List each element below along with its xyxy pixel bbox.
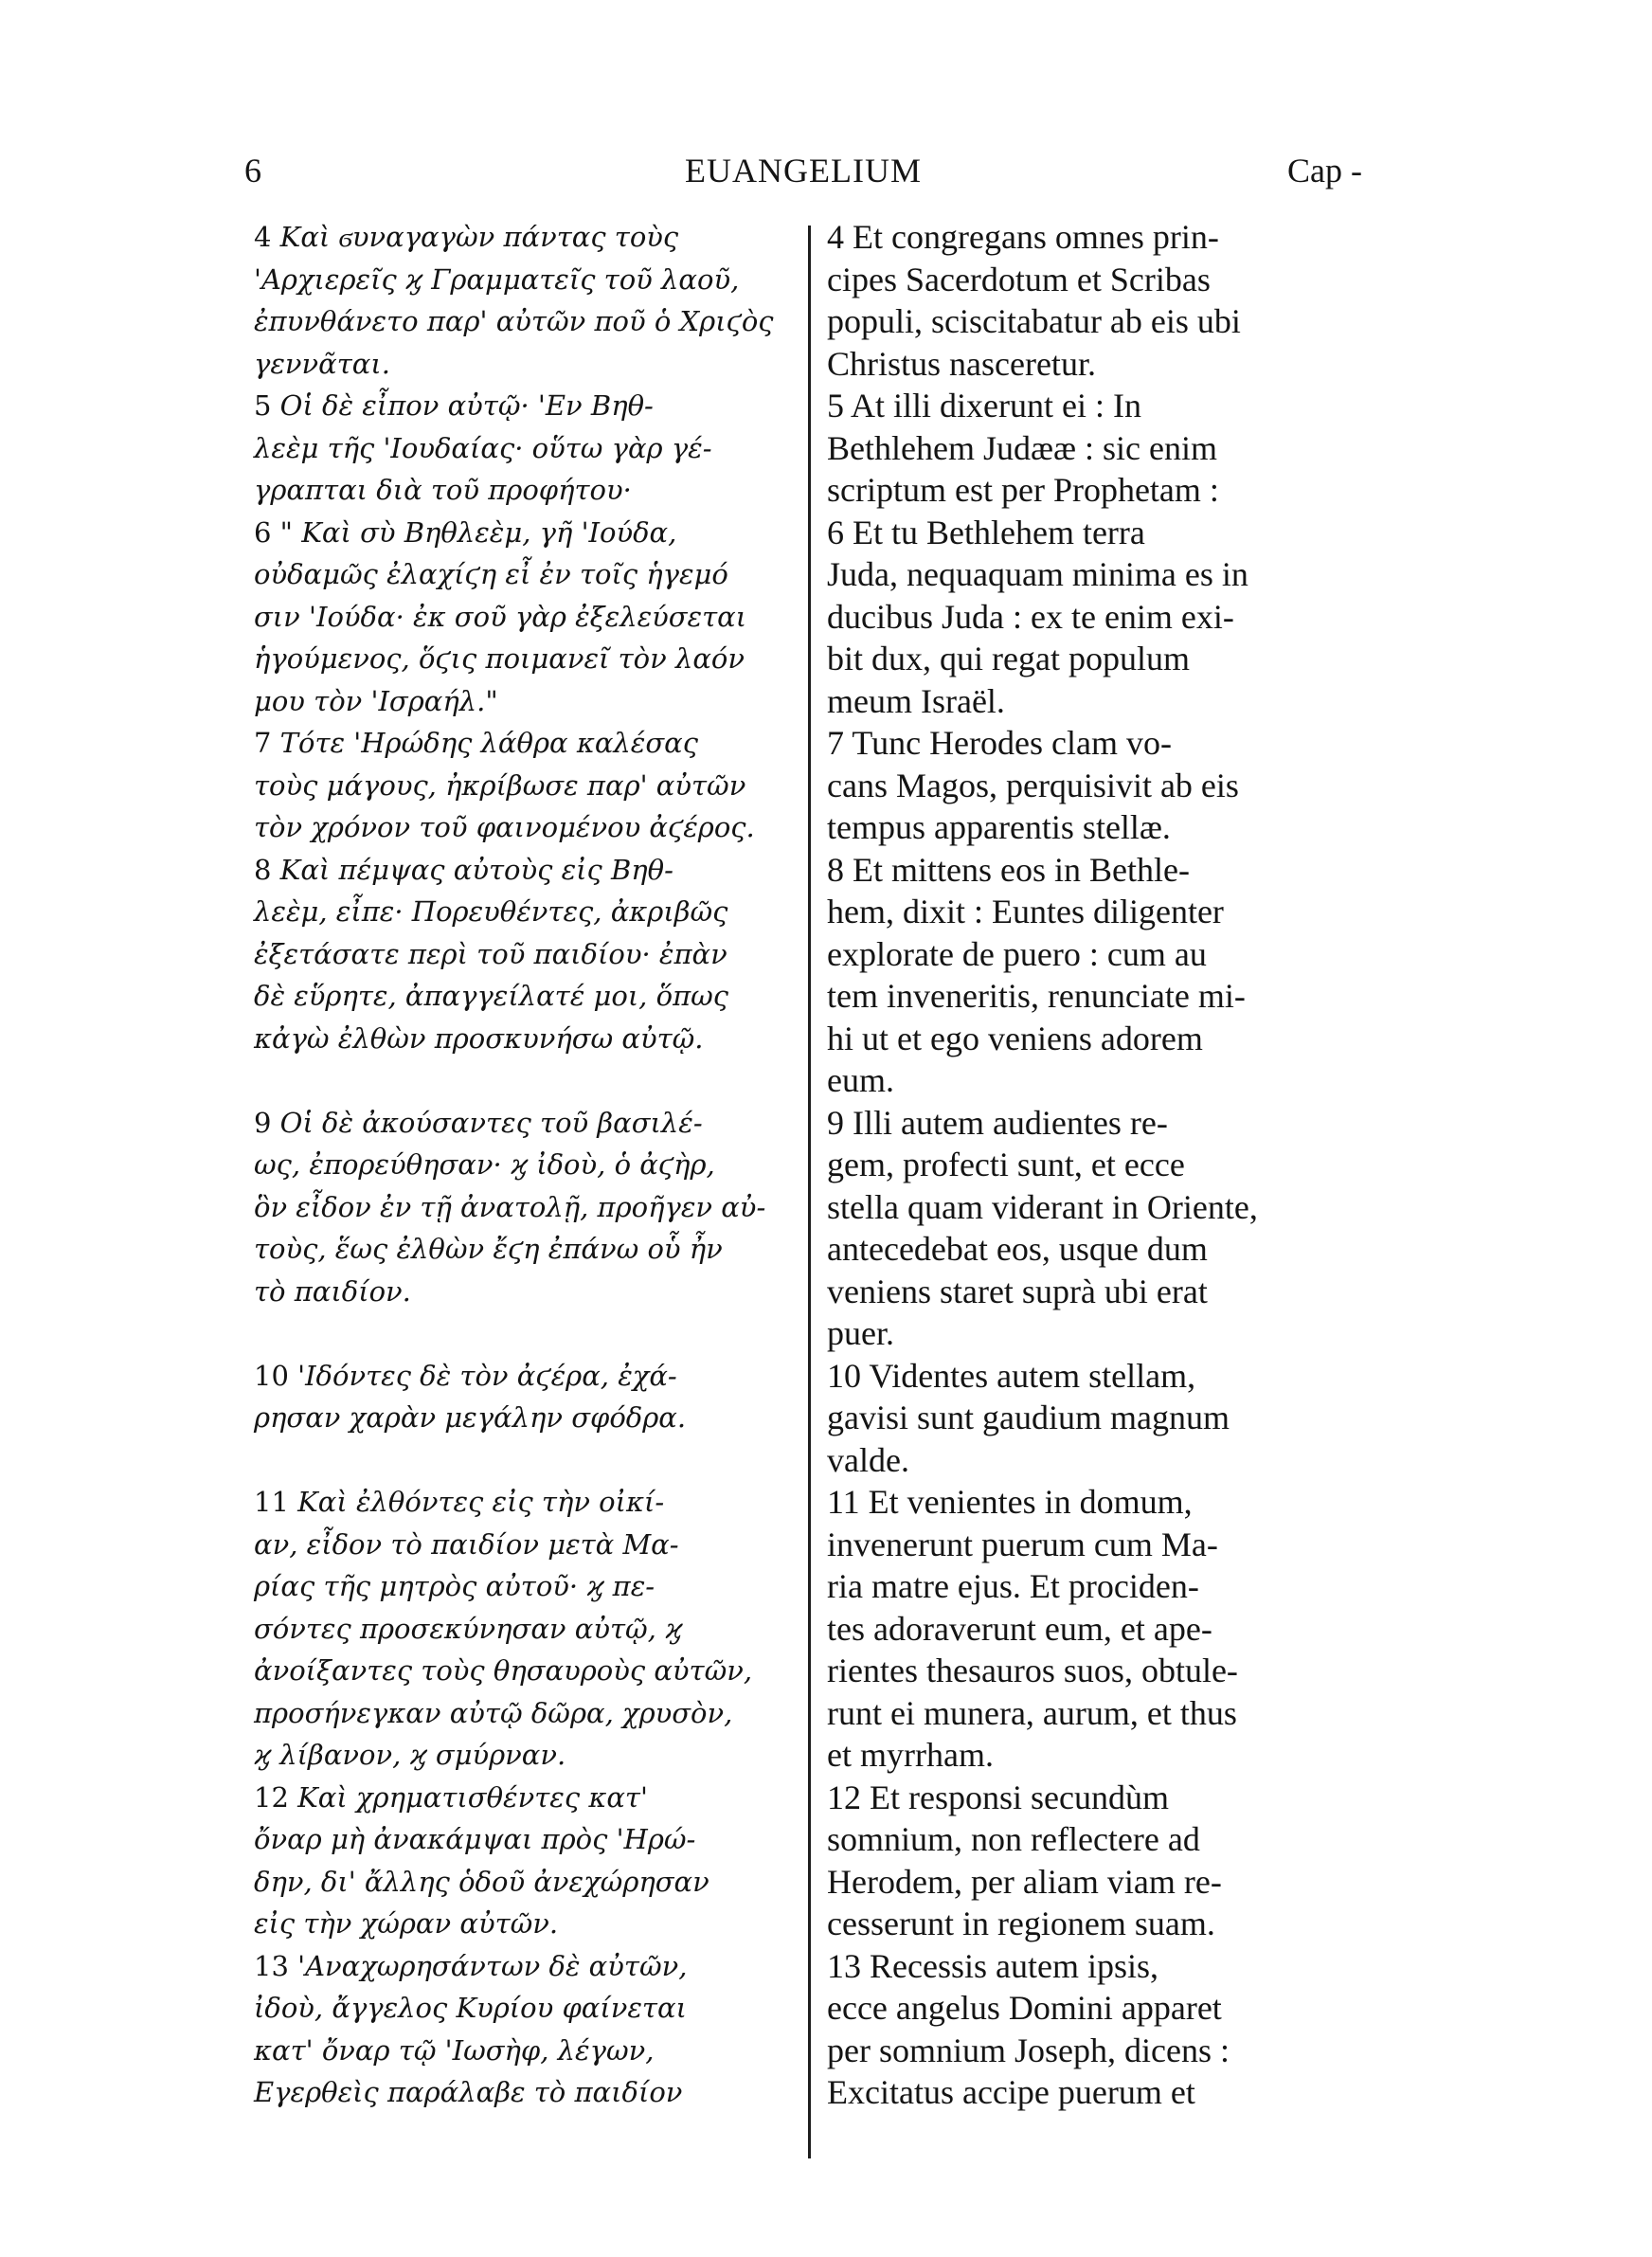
- greek-verse-7: [254, 722, 784, 849]
- greek-verse-5: [254, 385, 784, 512]
- greek-column: [254, 216, 784, 2114]
- verse-number: 10: [254, 1359, 289, 1392]
- verse-number: 5: [827, 387, 844, 424]
- verse-number: 4: [827, 218, 844, 256]
- verse-number: 6: [254, 515, 272, 549]
- verse-text: Videntes autem stellam, gavisi sunt gaudium magnum valde.: [827, 1356, 1230, 1479]
- spacer: [254, 1059, 784, 1102]
- verse-text: Καὶ πέμψας αὐτοὺς εἰς Βηθ- λεὲμ, εἶπε· Πορευθέντες, ἀκριβῶς ἐξετάσατε περὶ τοῦ παιδίου· ἐπὰν δὲ εὕρητε, ἀπαγγείλατέ μοι, ὅπως κἀγὼ ἐλθὼν προσκυνήσω αὐτῷ.: [254, 853, 729, 1055]
- verse-number: 4: [254, 221, 272, 253]
- verse-text: 'Ιδόντες δὲ τὸν ἀϛέρα, ἐχά- ρησαν χαρὰν μεγάλην σφόδρα.: [254, 1359, 687, 1434]
- greek-verse-12: [254, 1777, 784, 1945]
- verse-text: Et venientes in domum, invenerunt puerum cum Ma- ria matre ejus. Et prociden- tes adoraverunt eum, et ape- rientes thesauros suos, obtule- runt ei munera, aurum, et thus et myrrham.: [827, 1483, 1238, 1774]
- verse-text: 'Αναχωρησάντων δὲ αὐτῶν, ἰδοὺ, ἄγγελος Κυρίου φαίνεται κατ' ὄναρ τῷ 'Ιωσὴφ, λέγων, Εγερθεὶς παράλαβε τὸ παιδίον: [254, 1949, 688, 2108]
- verse-text: Οἱ δὲ εἶπον αὐτῷ· 'Εν Βηθ- λεὲμ τῆς 'Ιουδαίας· οὕτω γὰρ γέ- γραπται διὰ τοῦ προφήτου·: [254, 389, 712, 506]
- latin-verse-4: [827, 216, 1367, 385]
- greek-verse-13: [254, 1945, 784, 2114]
- latin-verse-13: [827, 1945, 1367, 2114]
- verse-number: 13: [254, 1949, 289, 1982]
- verse-number: 8: [827, 850, 844, 889]
- verse-number: 11: [827, 1483, 860, 1521]
- greek-verse-8: [254, 849, 784, 1060]
- verse-text: Καὶ ϭυναγαγὼν πάντας τοὺς 'Αρχιερεῖς ϗ Γραμματεῖς τοῦ λαοῦ, ἐπυνθάνετο παρ' αὐτῶν ποῦ ὁ Χριϛὸς γεννᾶται.: [254, 221, 774, 380]
- verse-text: Καὶ χρηματισθέντες κατ' ὄναρ μὴ ἀνακάμψαι πρὸς 'Ηρώ- δην, δι' ἄλλης ὁδοῦ ἀνεχώρησαν εἰς τὴν χώραν αὐτῶν.: [254, 1780, 709, 1940]
- greek-verse-11: [254, 1481, 784, 1777]
- latin-verse-9: [827, 1102, 1367, 1355]
- spacer: [254, 1439, 784, 1482]
- page-number: 6: [244, 152, 261, 190]
- latin-column: [827, 216, 1367, 2114]
- latin-verse-7: [827, 722, 1367, 849]
- verse-text: " Καὶ σὺ Βηθλεὲμ, γῆ 'Ιούδα, οὐδαμῶς ἐλαχίϛη εἶ ἐν τοῖς ἡγεμό σιν 'Ιούδα· ἐκ σοῦ γὰρ ἐξελεύσεται ἡγούμενος, ὅϛις ποιμανεῖ τὸν λαόν μου τὸν 'Ισραήλ.": [254, 515, 747, 717]
- verse-number: 9: [827, 1103, 844, 1142]
- verse-text: Et tu Bethlehem terra Juda, nequaquam minima es in ducibus Juda : ex te enim exi- bit dux, qui regat populum meum Israël.: [827, 513, 1248, 720]
- greek-verse-4: [254, 216, 784, 385]
- latin-verse-11: [827, 1481, 1367, 1777]
- verse-number: 6: [827, 513, 844, 551]
- chapter-label: Cap -: [1287, 152, 1362, 190]
- greek-verse-10: [254, 1355, 784, 1439]
- verse-text: Et responsi secundùm somnium, non reflectere ad Herodem, per aliam viam re- cesserunt in regionem suam.: [827, 1778, 1222, 1942]
- verse-text: Tunc Herodes clam vo- cans Magos, perquisivit ab eis tempus apparentis stellæ.: [827, 724, 1239, 846]
- greek-verse-6: [254, 512, 784, 723]
- verse-number: 10: [827, 1356, 861, 1395]
- verse-number: 12: [254, 1780, 289, 1814]
- latin-verse-10: [827, 1355, 1367, 1482]
- verse-text: Et congregans omnes prin- cipes Sacerdotum et Scribas populi, sciscitabatur ab eis ubi Christus nasceretur.: [827, 218, 1241, 383]
- verse-text: Illi autem audientes re- gem, profecti sunt, et ecce stella quam viderant in Oriente, antecedebat eos, usque dum veniens staret suprà ubi erat puer.: [827, 1103, 1258, 1352]
- latin-verse-8: [827, 849, 1367, 1102]
- column-divider: [808, 226, 811, 2158]
- verse-text: At illi dixerunt ei : In Bethlehem Judææ : sic enim scriptum est per Prophetam :: [827, 387, 1219, 509]
- latin-verse-5: [827, 385, 1367, 512]
- spacer: [254, 1312, 784, 1355]
- latin-verse-12: [827, 1777, 1367, 1945]
- verse-number: 5: [254, 389, 272, 422]
- greek-verse-9: [254, 1102, 784, 1313]
- verse-text: Et mittens eos in Bethle- hem, dixit : Euntes diligenter explorate de puero : cum au tem inveneritis, renunciate mi- hi ut et ego veniens adorem eum.: [827, 850, 1246, 1099]
- verse-number: 9: [254, 1106, 272, 1139]
- verse-number: 13: [827, 1946, 861, 1985]
- verse-number: 11: [254, 1486, 289, 1518]
- running-header: [244, 142, 1362, 199]
- verse-number: 8: [254, 853, 272, 886]
- latin-verse-6: [827, 512, 1367, 723]
- verse-text: Καὶ ἐλθόντες εἰς τὴν οἰκί- αν, εἶδον τὸ παιδίον μετὰ Μα- ρίας τῆς μητρὸς αὐτοῦ· ϗ πε- σόντες προσεκύνησαν αὐτῷ, ϗ ἀνοίξαντες τοὺς θησαυροὺς αὐτῶν, προσήνεγκαν αὐτῷ δῶρα, χρυσὸν, ϗ λίβανον, ϗ σμύρναν.: [254, 1486, 753, 1771]
- verse-text: Οἱ δὲ ἀκούσαντες τοῦ βασιλέ- ως, ἐπορεύθησαν· ϗ ἰδοὺ, ὁ ἀϛὴρ, ὃν εἶδον ἐν τῇ ἀνατολῇ, προῆγεν αὐ- τοὺς, ἕως ἐλθὼν ἔϛη ἐπάνω οὗ ἦν τὸ παιδίον.: [254, 1106, 766, 1308]
- verse-number: 7: [254, 727, 272, 759]
- verse-number: 7: [827, 724, 844, 762]
- page-title: EUANGELIUM: [685, 152, 922, 190]
- verse-number: 12: [827, 1778, 861, 1816]
- verse-text: Τότε 'Ηρώδης λάθρα καλέσας τοὺς μάγους, ἠκρίβωσε παρ' αὐτῶν τὸν χρόνον τοῦ φαινομένου ἀϛέρος.: [254, 727, 755, 843]
- verse-text: Recessis autem ipsis, ecce angelus Domini apparet per somnium Joseph, dicens : Excitatus accipe puerum et: [827, 1946, 1230, 2111]
